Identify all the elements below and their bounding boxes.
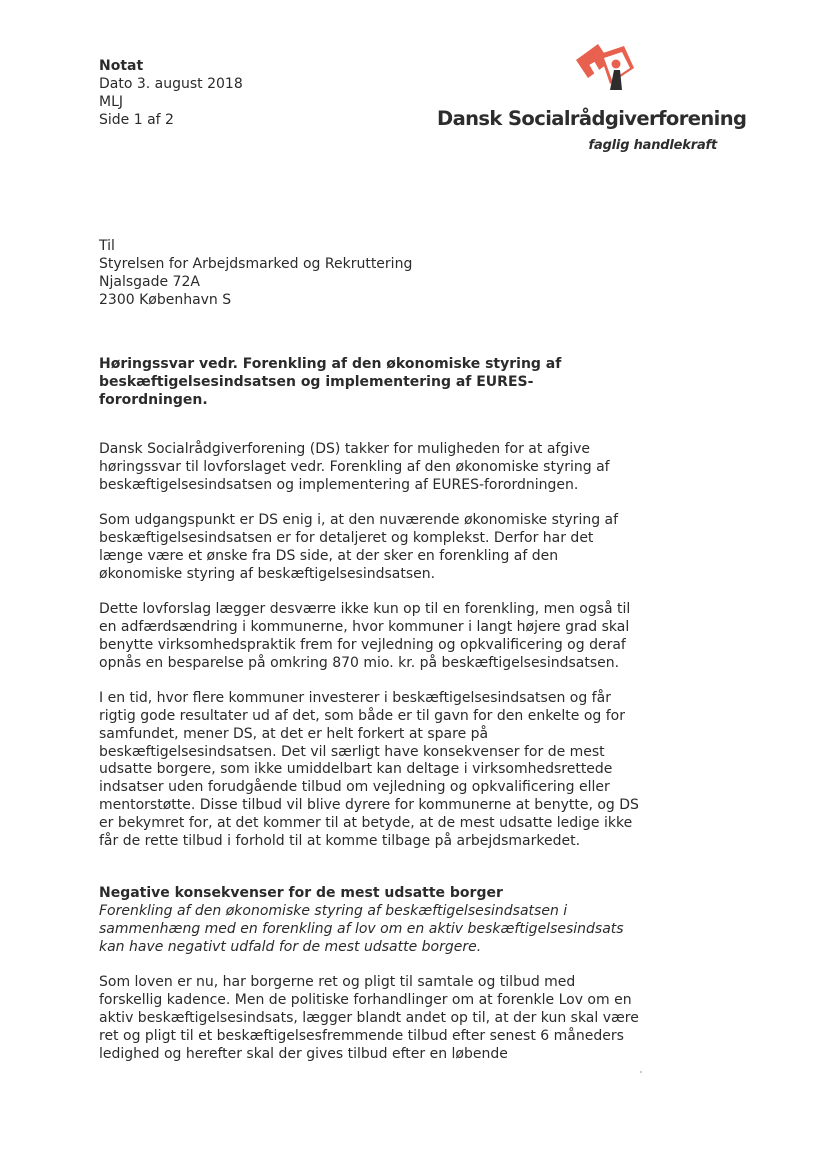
body-paragraph: I en tid, hvor flere kommuner investerer i beskæftigelsesindsatsen og får rigtig gode resultater ud af det, som både er til gavn for den enkelte og for samfundet, mener DS, at det er helt forkert at spare på beskæftigelsesindsatsen. Det vil særligt have konsekvenser for de mest udsatte borgere, som ikke umiddelbart kan deltage i virksomhedsrettede indsatser uden forudgående tilbud om vejledning og opkvalificering eller mentorstøtte. Disse tilbud vil blive dyrere for kommunerne at benytte, og DS er bekymret for, at det kommer til at betyde, at de mest udsatte ledige ikke får de rette tilbud i forhold til at komme tilbage på arbejdsmarkedet. (99, 690, 639, 849)
body-paragraph: Dette lovforslag lægger desværre ikke kun op til en forenkling, men også til en adfærdsændring i kommunerne, hvor kommuner i langt højere grad skal benytte virksomhedspraktik frem for vejledning og opkvalificering og deraf opnås en besparelse på omkring 870 mio. kr. på beskæftigelsesindsatsen. (99, 601, 631, 671)
body-paragraph: Som loven er nu, har borgerne ret og pligt til samtale og tilbud med forskellig kadence. Men de politiske forhandlinger om at forenkle Lov om en aktiv beskæftigelsesindsats, lægger blandt andet op til, at der kun skal være ret og pligt til et beskæftigelsesfremmende tilbud efter senest 6 måneders ledighed og herefter skal der gives tilbud efter en løbende (99, 974, 639, 1062)
scan-speck (640, 1071, 642, 1073)
document-body (99, 441, 639, 1081)
recipient-street: Njalsgade 72A (99, 274, 200, 290)
memo-date: Dato 3. august 2018 (99, 76, 243, 92)
memo-initials: MLJ (99, 94, 124, 110)
recipient-to-label: Til (99, 238, 115, 254)
recipient-city: 2300 København S (99, 292, 232, 308)
memo-meta (99, 57, 243, 129)
recipient-name: Styrelsen for Arbejdsmarked og Rekruttering (99, 256, 413, 272)
organization-name: Dansk Socialrådgiverforening (437, 107, 747, 130)
section-heading: Negative konsekvenser for de mest udsatte borger (99, 885, 503, 902)
document-subject: Høringssvar vedr. Forenkling af den økonomiske styring af beskæftigelsesindsatsen og implementering af EURES-forordningen. (99, 356, 562, 408)
organization-tagline: faglig handlekraft (588, 138, 717, 153)
section-lead: Forenkling af den økonomiske styring af beskæftigelsesindsatsen i sammenhæng med en forenkling af lov om en aktiv beskæftigelsesindsats kan have negativt udfald for de mest udsatte borgere. (99, 903, 624, 955)
memo-page-number: Side 1 af 2 (99, 112, 174, 128)
recipient-address (99, 237, 412, 309)
ds-logo-icon (570, 40, 636, 92)
body-paragraph: Dansk Socialrådgiverforening (DS) takker for muligheden for at afgive høringssvar til lovforslaget vedr. Forenkling af den økonomiske styring af beskæftigelsesindsatsen og implementering af EURES-forordningen. (99, 441, 610, 493)
body-paragraph: Som udgangspunkt er DS enig i, at den nuværende økonomiske styring af beskæftigelsesindsatsen er for detaljeret og komplekst. Derfor har det længe være et ønske fra DS side, at der sker en forenkling af den økonomiske styring af beskæftigelsesindsatsen. (99, 512, 619, 582)
memo-title: Notat (99, 58, 144, 74)
